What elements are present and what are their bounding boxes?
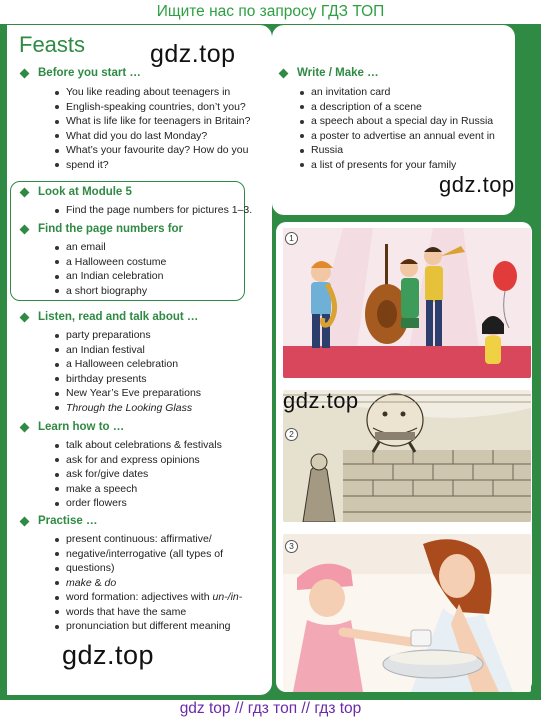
list-item: words that have the same <box>54 605 269 620</box>
list-item: make & do <box>54 576 269 591</box>
list-item: an Indian celebration <box>54 269 259 284</box>
diamond-bullet-icon <box>20 422 30 432</box>
list-item-continuation: English-speaking countries, don’t you? <box>54 100 269 115</box>
section-heading: Look at Module 5 <box>38 186 132 198</box>
list-item-continuation: spend it? <box>54 158 269 173</box>
section-heading: Practise … <box>38 515 98 527</box>
photo-musicians <box>283 228 531 378</box>
section-learn-how-to <box>19 419 269 511</box>
list-item: a description of a scene <box>299 100 518 115</box>
list-item: a short biography <box>54 284 259 299</box>
section-heading: Listen, read and talk about … <box>38 311 199 323</box>
section-heading: Before you start … <box>38 67 141 79</box>
section-heading: Learn how to … <box>38 421 125 433</box>
list-item-continuation: questions) <box>54 561 269 576</box>
list-item: What is life like for teenagers in Britain? <box>54 114 269 129</box>
section-listen-read-talk <box>19 309 269 415</box>
list-item: a list of presents for your family <box>299 158 518 173</box>
list-item: an invitation card <box>299 85 518 100</box>
list-item: present continuous: affirmative/ <box>54 532 269 547</box>
list-item: a poster to advertise an annual event in <box>299 129 518 144</box>
photo-number-badge: 3 <box>285 540 298 553</box>
baking-photo <box>283 534 531 692</box>
list-item: You like reading about teenagers in <box>54 85 269 100</box>
list-item: ask for/give dates <box>54 467 269 482</box>
watermark: gdz.top <box>439 172 515 197</box>
photo-number-badge: 2 <box>285 428 298 441</box>
list-item: What did you do last Monday? <box>54 129 269 144</box>
diamond-bullet-icon <box>20 224 30 234</box>
list-item: an Indian festival <box>54 343 269 358</box>
list-item-continuation: Russia <box>299 143 518 158</box>
list-item: ask for and express opinions <box>54 453 269 468</box>
list-item: order flowers <box>54 496 269 511</box>
section-write-make <box>278 65 518 172</box>
list-item: birthday presents <box>54 372 269 387</box>
list-item: New Year’s Eve preparations <box>54 386 269 401</box>
list-item: make a speech <box>54 482 269 497</box>
list-item-continuation: pronunciation but different meaning <box>54 619 269 634</box>
diamond-bullet-icon <box>20 68 30 78</box>
diamond-bullet-icon <box>20 516 30 526</box>
list-item: Find the page numbers for pictures 1–3. <box>54 203 259 218</box>
list-item: word formation: adjectives with un-/in- <box>54 590 269 605</box>
diamond-bullet-icon <box>20 187 30 197</box>
list-item: a Halloween costume <box>54 255 259 270</box>
section-before-you-start <box>19 65 269 172</box>
watermark: gdz.top <box>62 640 155 670</box>
list-item: Through the Looking Glass <box>54 401 269 416</box>
page-title: Feasts <box>19 32 86 57</box>
section-look-at-module <box>19 184 259 218</box>
list-item-continuation: negative/interrogative (all types of <box>54 547 269 562</box>
section-find-page-numbers <box>19 221 259 298</box>
photo-number-badge: 1 <box>285 232 298 245</box>
list-item: party preparations <box>54 328 269 343</box>
section-heading: Write / Make … <box>297 67 379 79</box>
top-banner: Ищите нас по запросу ГДЗ ТОП <box>156 3 385 20</box>
musicians-illustration <box>283 228 531 378</box>
list-item: a speech about a special day in Russia <box>299 114 518 129</box>
list-item: a Halloween celebration <box>54 357 269 372</box>
list-item: talk about celebrations & festivals <box>54 438 269 453</box>
list-item: an email <box>54 240 259 255</box>
list-item: What’s your favourite day? How do you <box>54 143 269 158</box>
bottom-bar: gdz top // гдз топ // гдз top <box>179 700 362 717</box>
photo-baking <box>283 534 531 692</box>
diamond-bullet-icon <box>20 312 30 322</box>
section-heading: Find the page numbers for <box>38 223 184 235</box>
section-practise <box>19 513 269 634</box>
diamond-bullet-icon <box>279 68 289 78</box>
watermark: gdz.top <box>283 388 359 413</box>
watermark: gdz.top <box>150 40 236 68</box>
